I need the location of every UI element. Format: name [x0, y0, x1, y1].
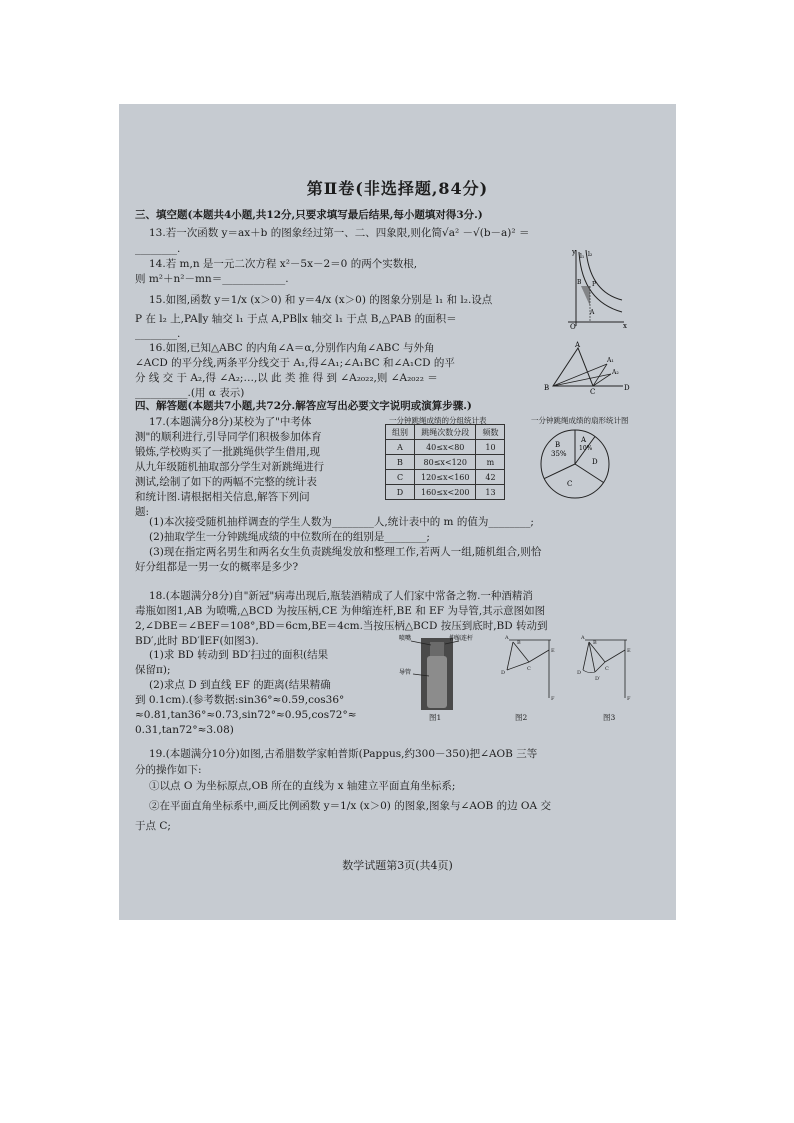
- fig3-letter: F: [627, 696, 631, 702]
- q17-line6: 和统计图.请根据相关信息,解答下列问: [135, 491, 310, 503]
- q16-label-b: B: [544, 384, 550, 392]
- table-header: 组别: [386, 425, 415, 440]
- q15-line3: ________.: [135, 328, 181, 340]
- table-cell: 10: [476, 440, 505, 455]
- table-row: [386, 455, 505, 470]
- table-cell: B: [386, 455, 415, 470]
- table-header-row: [386, 425, 505, 440]
- pie-label-a: A: [581, 436, 587, 444]
- q17-line5: 测试,绘制了如下的两幅不完整的统计表: [135, 476, 317, 488]
- page-footer: 数学试题第3页(共4页): [342, 859, 453, 872]
- q18-part1-cont: 保留π);: [135, 664, 171, 676]
- fig2-letter: A: [505, 635, 509, 641]
- table-cell: m: [476, 455, 505, 470]
- q17-line3: 锻炼,学校购买了一批跳绳供学生借用,现: [135, 446, 321, 458]
- fig3-letter: D′: [595, 676, 601, 682]
- fig3-arc: [583, 670, 595, 673]
- q17-line7: 题:: [135, 506, 150, 518]
- fig2-letter: D: [501, 670, 506, 676]
- fig2-caption: 图2: [515, 713, 528, 722]
- table-cell: A: [386, 440, 415, 455]
- fig3-line-bd-prime: [589, 642, 595, 672]
- pie-divider: [575, 464, 604, 483]
- table-cell: 160≤x<200: [415, 485, 476, 500]
- table-cell: 80≤x<120: [415, 455, 476, 470]
- q17-part3: (3)现在指定两名男生和两名女生负责跳绳发放和整理工作,若两人一组,随机组合,则恰: [149, 546, 542, 558]
- fig2-letter: F: [551, 696, 555, 702]
- q15-label-o: O: [570, 323, 576, 331]
- q18-line4: BD′,此时 BD′∥EF(如图3).: [135, 635, 259, 647]
- fig3-letter: C: [605, 666, 609, 672]
- table-header: 频数: [476, 425, 505, 440]
- q15-label-p: P: [592, 281, 597, 288]
- fig3-caption: 图3: [603, 713, 616, 722]
- q15-figure: [564, 246, 628, 331]
- q14-line1: 14.若 m,n 是一元二次方程 x²－5x－2＝0 的两个实数根,: [149, 258, 418, 270]
- table-cell: 40≤x<80: [415, 440, 476, 455]
- section-3-heading: 三、填空题(本题共4小题,共12分,只要求填写最后结果,每小题填对得3分.): [135, 209, 483, 221]
- table-cell: 120≤x<160: [415, 470, 476, 485]
- q16-triangle-abc: [553, 348, 593, 386]
- q18-part2: (2)求点 D 到直线 EF 的距离(结果精确: [149, 679, 331, 691]
- q15-curve-l1: [579, 252, 622, 312]
- fig2-letter: B: [517, 640, 521, 646]
- fig3-letter: E: [627, 648, 631, 654]
- q17-table-caption: 一分钟跳绳成绩的分组统计表: [389, 416, 487, 425]
- q15-label-l2: l₂: [588, 251, 593, 258]
- pie-label-b-pct: 35%: [551, 450, 567, 458]
- pie-label-a-pct: 10%: [579, 445, 593, 452]
- bottle-body: [427, 656, 447, 708]
- q17-pie-chart: [537, 426, 613, 502]
- q19-step2-cont: 于点 C;: [135, 820, 171, 832]
- fig3-letter: A: [581, 635, 585, 641]
- q18-figure-1: [399, 634, 479, 716]
- q18-part1: (1)求 BD 转动到 BD′扫过的面积(结果: [149, 649, 329, 661]
- fig2-line-dc: [507, 662, 529, 670]
- q16-label-a1: A₁: [607, 357, 614, 364]
- fig2-line-ce: [529, 650, 549, 662]
- q19-step2: ②在平面直角坐标系中,画反比例函数 y＝1/x (x＞0) 的图象,图象与∠AOB 的边 OA 交: [149, 800, 551, 812]
- q15-label-l1: l₁: [580, 253, 585, 260]
- q19-line2: 分的操作如下:: [135, 764, 202, 776]
- q17-part1: (1)本次接受随机抽样调查的学生人数为________人,统计表中的 m 的值为________;: [149, 516, 534, 528]
- table-cell: 42: [476, 470, 505, 485]
- table-cell: 13: [476, 485, 505, 500]
- q15-line1: 15.如图,函数 y＝1/x (x＞0) 和 y＝4/x (x＞0) 的图象分别是 l₁ 和 l₂.设点: [149, 294, 493, 306]
- q15-label-b: B: [577, 279, 582, 286]
- q16-figure: [543, 341, 633, 396]
- q16-label-a2: A₂: [612, 369, 619, 376]
- section-4-heading: 四、解答题(本题共7小题,共72分.解答应写出必要文字说明或演算步骤.): [135, 400, 472, 412]
- fig3-letter: B: [593, 640, 597, 646]
- q18-line1: 18.(本题满分8分)自"新冠"病毒出现后,瓶装酒精成了人们家中常备之物.一种酒精消: [149, 590, 533, 602]
- table-row: [386, 485, 505, 500]
- q17-part2: (2)抽取学生一分钟跳绳成绩的中位数所在的组别是________;: [149, 531, 430, 543]
- q17-line1: 17.(本题满分8分)某校为了"中考体: [149, 416, 312, 428]
- q17-part3-cont: 好分组都是一男一女的概率是多少?: [135, 561, 299, 573]
- bottle-pump-head: [430, 642, 444, 656]
- q18-part2-cont2: ≈0.81,tan36°≈0.73,sin72°≈0.95,cos72°≈: [135, 709, 357, 721]
- fig3-letter: D: [577, 670, 582, 676]
- fig2-line-bd: [507, 642, 513, 670]
- exam-page: [119, 104, 676, 920]
- fig2-line-bc: [513, 642, 529, 662]
- q15-label-y: y: [572, 248, 576, 256]
- fig3-line-dc: [595, 662, 605, 672]
- fig3-line-ce: [605, 650, 625, 662]
- pie-divider: [544, 464, 575, 479]
- pie-label-b: B: [555, 441, 561, 449]
- pie-label-c: C: [567, 480, 573, 488]
- fig1-label-spray: 喷嘴: [399, 635, 412, 642]
- fig2-letter: C: [527, 666, 531, 672]
- q15-line2: P 在 l₂ 上,PA∥y 轴交 l₁ 于点 A,PB∥x 轴交 l₁ 于点 B,△PAB 的面积＝: [135, 313, 457, 325]
- q18-figure-2: [499, 632, 569, 704]
- q18-line2: 毒瓶如图1,AB 为喷嘴,△BCD 为按压柄,CE 为伸缩连杆,BE 和 EF 为导管,其示意图如图: [135, 605, 546, 617]
- q17-pie-caption: 一分钟跳绳成绩的扇形统计图: [531, 416, 629, 425]
- q16-line3: 分 线 交 于 A₂,得 ∠A₂;…,以 此 类 推 得 到 ∠A₂₀₂₂,则 ∠A₂₀₂₂ ＝: [135, 372, 438, 384]
- q13-line1: 13.若一次函数 y＝ax＋b 的图象经过第一、二、四象限,则化简√a² －√(b－a)² ＝: [149, 227, 530, 239]
- q18-part2-cont: 到 0.1cm).(参考数据:sin36°≈0.59,cos36°: [135, 694, 345, 706]
- pie-label-d: D: [592, 458, 598, 466]
- q19-line1: 19.(本题满分10分)如图,古希腊数学家帕普斯(Pappus,约300－350)把∠AOB 三等: [149, 748, 538, 760]
- q17-line4: 从九年级随机抽取部分学生对新跳绳进行: [135, 461, 324, 473]
- fig1-label-tube: 导管: [399, 669, 412, 676]
- table-row: [386, 440, 505, 455]
- q16-label-c: C: [590, 388, 596, 396]
- q16-bisector-b1: [553, 364, 607, 386]
- q16-label-a: A: [575, 341, 581, 349]
- page-title: 第Ⅱ卷(非选择题,84分): [306, 179, 489, 198]
- fig3-line-bd: [583, 642, 589, 670]
- table-cell: D: [386, 485, 415, 500]
- fig1-caption: 图1: [429, 713, 442, 722]
- q14-line2: 则 m²＋n²－mn＝____________.: [135, 273, 289, 285]
- table-header: 跳绳次数分段: [415, 425, 476, 440]
- q18-figure-3: [575, 632, 645, 704]
- q16-line2: ∠ACD 的平分线,两条平分线交于 A₁,得∠A₁;∠A₁BC 和∠A₁CD 的平: [135, 357, 455, 369]
- table-cell: C: [386, 470, 415, 485]
- q17-frequency-table: [385, 424, 505, 500]
- q17-line2: 测"的顺利进行,引导同学们积极参加体育: [135, 431, 322, 443]
- q19-step1: ①以点 O 为坐标原点,OB 所在的直线为 x 轴建立平面直角坐标系;: [149, 780, 456, 792]
- q16-line4: __________.(用 α 表示): [135, 387, 245, 399]
- q16-label-d: D: [624, 384, 630, 392]
- fig1-label-rod: 伸缩连杆: [449, 635, 474, 642]
- q16-line1: 16.如图,已知△ABC 的内角∠A＝α,分别作内角∠ABC 与外角: [149, 342, 435, 354]
- q15-label-a: A: [590, 309, 595, 316]
- q18-line3: 2,∠DBE＝∠BEF＝108°,BD＝6cm,BE＝4cm.当按压柄△BCD 按压到底时,BD 转动到: [135, 620, 548, 632]
- q13-line2: ________.: [135, 243, 181, 255]
- q15-triangle-pab: [581, 286, 590, 306]
- q18-part2-cont3: 0.31,tan72°≈3.08): [135, 724, 234, 736]
- q15-label-x: x: [623, 322, 627, 330]
- fig2-letter: E: [551, 648, 555, 654]
- table-row: [386, 470, 505, 485]
